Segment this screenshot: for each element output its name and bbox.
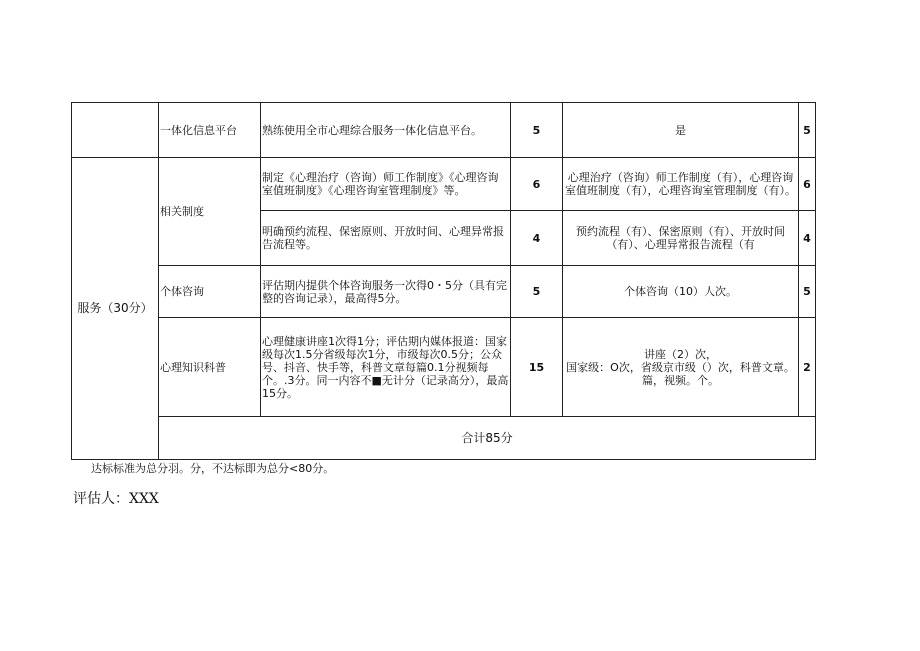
item-cell: 心理知识科普 xyxy=(159,318,261,417)
result-cell xyxy=(563,318,799,417)
result-cell: 心理治疗（咨询）师工作制度（有），心理咨询室值班制度（有），心理咨询室管理制度（有）。 xyxy=(563,158,799,211)
result-line: 篇，视频。个。 xyxy=(642,373,719,387)
table-row xyxy=(72,103,816,158)
evaluation-table xyxy=(71,102,816,460)
result-line: 国家级：O次，省级京市级（）次，科普文章。 xyxy=(566,360,795,374)
table-row xyxy=(72,158,816,211)
result-cell: 是 xyxy=(563,103,799,158)
got-score-cell: 2 xyxy=(799,318,816,417)
score-cell: 15 xyxy=(511,318,563,417)
total-row xyxy=(72,417,816,460)
result-cell: 预约流程（有）、保密原则（有）、开放时间（有）、心理异常报告流程（有 xyxy=(563,211,799,266)
got-score-cell: 6 xyxy=(799,158,816,211)
blank-cell xyxy=(72,103,159,158)
item-cell: 相关制度 xyxy=(159,158,261,266)
item-cell: 一体化信息平台 xyxy=(159,103,261,158)
got-score-cell: 5 xyxy=(799,103,816,158)
standard-cell: 心理健康讲座1次得1分；评估期内媒体报道：国家级每次1.5分省级每次1分，市级每次0.5分；公众号、抖音、快手等，科普文章每篇0.1分视频每个。.3分。同一内容不■无计分（记录高分），最高15分。 xyxy=(261,318,511,417)
table-row xyxy=(72,318,816,417)
result-cell: 个体咨询（10）人次。 xyxy=(563,266,799,318)
standard-cell: 评估期内提供个体咨询服务一次得0・5分（具有完整的咨询记录），最高得5分。 xyxy=(261,266,511,318)
total-label: 合计85分 xyxy=(159,417,816,460)
standard-note: 达标标准为总分羽。分，不达标即为总分<80分。 xyxy=(91,462,335,475)
got-score-cell: 5 xyxy=(799,266,816,318)
score-cell: 6 xyxy=(511,158,563,211)
table-row xyxy=(72,266,816,318)
score-cell: 5 xyxy=(511,103,563,158)
category-cell: 服务（30分） xyxy=(72,158,159,460)
result-line: 讲座（2）次， xyxy=(644,347,717,361)
score-cell: 4 xyxy=(511,211,563,266)
standard-cell: 明确预约流程、保密原则、开放时间、心理异常报告流程等。 xyxy=(261,211,511,266)
evaluator-line: 评估人：XXX xyxy=(73,491,159,507)
item-cell: 个体咨询 xyxy=(159,266,261,318)
got-score-cell: 4 xyxy=(799,211,816,266)
standard-cell: 制定《心理治疗（咨询）师工作制度》《心理咨询室值班制度》《心理咨询室管理制度》等。 xyxy=(261,158,511,211)
standard-cell: 熟练使用全市心理综合服务一体化信息平台。 xyxy=(261,103,511,158)
score-cell: 5 xyxy=(511,266,563,318)
